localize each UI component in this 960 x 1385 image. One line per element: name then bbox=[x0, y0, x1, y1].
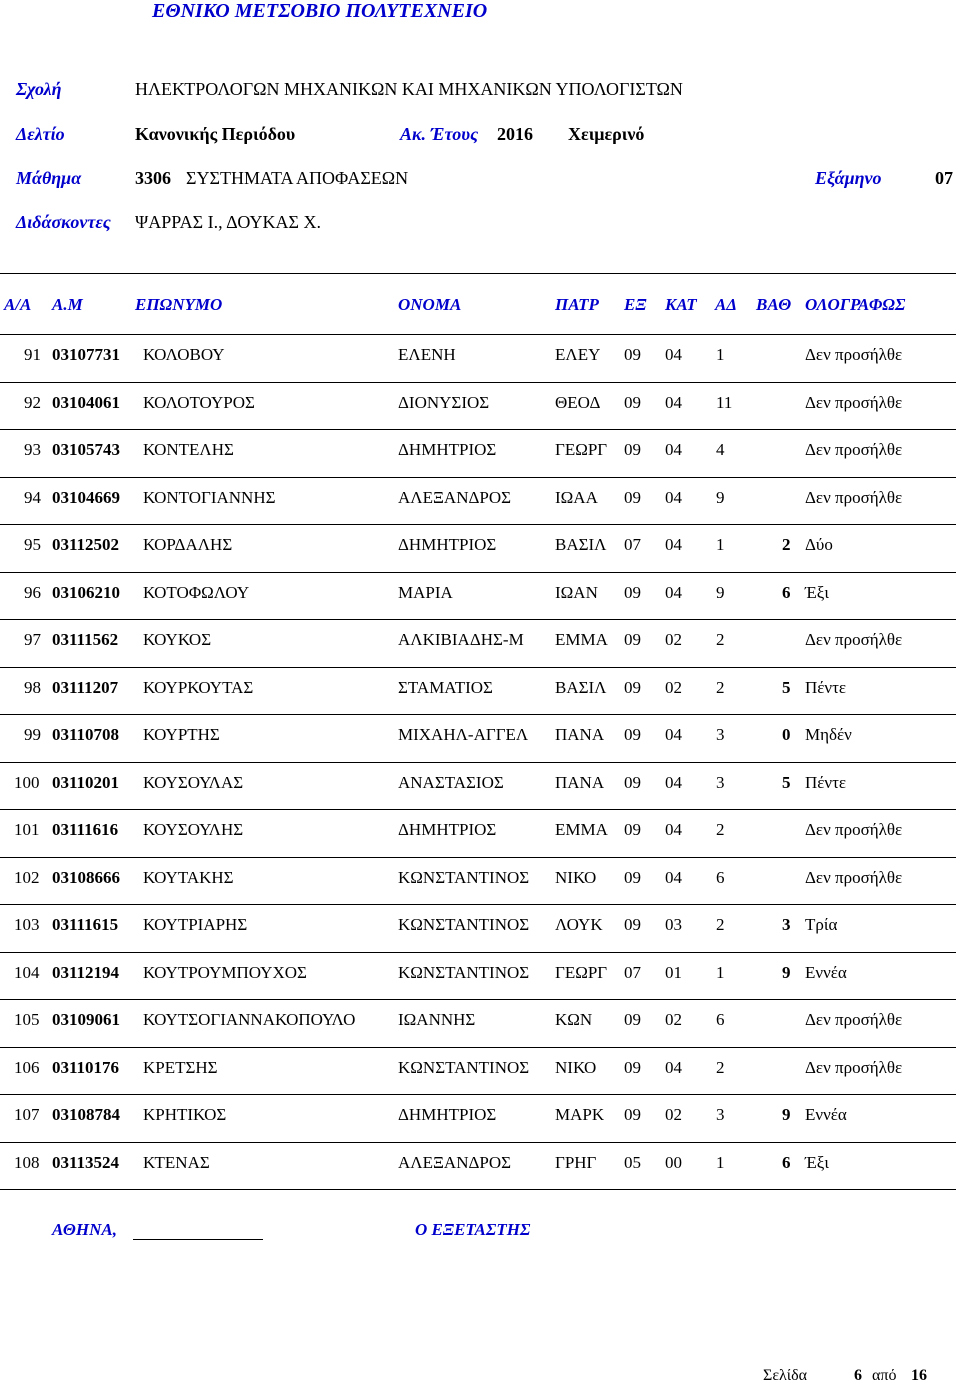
cell-name: ΚΩΝΣΤΑΝΤΙΝΟΣ bbox=[398, 1057, 530, 1077]
col-ex: ΕΞ bbox=[624, 295, 647, 314]
cell-surname: ΚΟΥΚΟΣ bbox=[143, 630, 212, 649]
table-row bbox=[0, 668, 956, 715]
cell-aa: 98 bbox=[24, 677, 41, 697]
table-row bbox=[0, 1048, 956, 1095]
cell-name: ΔΙΟΝΥΣΙΟΣ bbox=[398, 392, 490, 412]
cell-ad: 4 bbox=[716, 440, 725, 459]
cell-father: ΓΡΗΓ bbox=[555, 1152, 597, 1172]
report-label: Δελτίο bbox=[16, 124, 65, 144]
cell-ex: 09 bbox=[624, 772, 641, 792]
cell-ex: 07 bbox=[624, 535, 641, 554]
cell-grade-words: Τρία bbox=[805, 915, 838, 934]
cell-surname: ΚΟΛΟΒΟΥ bbox=[143, 345, 225, 364]
cell-ad: 1 bbox=[716, 1152, 725, 1172]
year-value: 2016 bbox=[497, 124, 533, 144]
cell-grade: 6 bbox=[782, 1152, 791, 1172]
cell-am: 03104061 bbox=[52, 392, 120, 412]
cell-surname: ΚΟΥΣΟΥΛΑΣ bbox=[143, 772, 244, 792]
year-label: Ακ. Έτους bbox=[400, 124, 479, 144]
cell-father: ΙΩΑΝ bbox=[555, 582, 598, 602]
cell-surname: ΚΟΥΤΡΟΥΜΠΟΥΧΟΣ bbox=[143, 962, 307, 982]
table-row bbox=[0, 335, 956, 382]
school-value: ΗΛΕΚΤΡΟΛΟΓΩΝ ΜΗΧΑΝΙΚΩΝ ΚΑΙ ΜΗΧΑΝΙΚΩΝ ΥΠΟΛΟΓΙΣΤΩΝ bbox=[135, 79, 683, 99]
cell-ad: 9 bbox=[716, 582, 725, 602]
page-total: 16 bbox=[911, 1367, 927, 1384]
school-label: Σχολή bbox=[16, 79, 62, 99]
cell-surname: ΚΟΥΡΤΗΣ bbox=[143, 725, 220, 744]
col-ad: ΑΔ bbox=[715, 295, 737, 314]
cell-father: ΙΩΑΑ bbox=[555, 487, 598, 507]
cell-aa: 101 bbox=[14, 820, 40, 839]
cell-aa: 104 bbox=[14, 962, 40, 982]
cell-aa: 107 bbox=[14, 1105, 40, 1124]
cell-aa: 99 bbox=[24, 725, 41, 744]
cell-ad: 3 bbox=[716, 772, 725, 792]
cell-ex: 05 bbox=[624, 1152, 641, 1172]
cell-kat: 04 bbox=[665, 582, 682, 602]
table-row bbox=[0, 1095, 956, 1142]
cell-aa: 108 bbox=[14, 1152, 40, 1172]
teachers-label: Διδάσκοντες bbox=[16, 212, 111, 232]
cell-ad: 3 bbox=[716, 725, 725, 744]
cell-kat: 04 bbox=[665, 535, 682, 554]
teachers-value: ΨΑΡΡΑΣ Ι., ΔΟΥΚΑΣ Χ. bbox=[135, 212, 321, 232]
cell-aa: 103 bbox=[14, 915, 40, 934]
cell-grade-words: Εννέα bbox=[805, 962, 847, 982]
cell-grade-words: Πέντε bbox=[805, 772, 847, 792]
cell-aa: 97 bbox=[24, 630, 41, 649]
cell-father: ΕΛΕΥ bbox=[555, 345, 601, 364]
cell-kat: 02 bbox=[665, 677, 682, 697]
cell-kat: 01 bbox=[665, 962, 682, 982]
cell-surname: ΚΡΗΤΙΚΟΣ bbox=[143, 1105, 227, 1124]
cell-am: 03106210 bbox=[52, 582, 120, 602]
table-row bbox=[0, 1143, 956, 1190]
cell-father: ΚΩΝ bbox=[555, 1010, 593, 1029]
cell-kat: 04 bbox=[665, 345, 682, 364]
cell-ad: 11 bbox=[716, 392, 733, 412]
col-father: ΠΑΤΡ bbox=[555, 295, 599, 314]
cell-kat: 04 bbox=[665, 392, 682, 412]
table-row bbox=[0, 525, 956, 572]
cell-am: 03109061 bbox=[52, 1010, 120, 1029]
cell-grade: 5 bbox=[782, 677, 791, 697]
cell-am: 03113524 bbox=[52, 1152, 120, 1172]
course-code: 3306 bbox=[135, 168, 171, 188]
cell-father: ΓΕΩΡΓ bbox=[555, 440, 608, 459]
cell-grade-words: Δεν προσήλθε bbox=[805, 392, 903, 412]
cell-ex: 09 bbox=[624, 1010, 641, 1029]
cell-surname: ΚΟΥΣΟΥΛΗΣ bbox=[143, 820, 244, 839]
cell-aa: 100 bbox=[14, 772, 40, 792]
cell-aa: 93 bbox=[24, 440, 41, 459]
cell-am: 03105743 bbox=[52, 440, 120, 459]
cell-grade-words: Δεν προσήλθε bbox=[805, 1057, 903, 1077]
cell-aa: 106 bbox=[14, 1057, 40, 1077]
cell-ex: 09 bbox=[624, 820, 641, 839]
cell-name: ΚΩΝΣΤΑΝΤΙΝΟΣ bbox=[398, 867, 530, 887]
col-name: ΟΝΟΜΑ bbox=[398, 295, 462, 314]
cell-father: ΠΑΝΑ bbox=[555, 772, 605, 792]
cell-ad: 1 bbox=[716, 345, 725, 364]
cell-father: ΛΟΥΚ bbox=[555, 915, 603, 934]
cell-name: ΑΛΕΞΑΝΔΡΟΣ bbox=[398, 487, 512, 507]
cell-ex: 09 bbox=[624, 392, 641, 412]
table-row bbox=[0, 858, 956, 905]
footer-city: ΑΘΗΝΑ, bbox=[52, 1220, 117, 1239]
cell-kat: 03 bbox=[665, 915, 682, 934]
cell-surname: ΚΤΕΝΑΣ bbox=[143, 1152, 210, 1172]
cell-kat: 04 bbox=[665, 820, 682, 839]
col-surname: ΕΠΩΝΥΜΟ bbox=[135, 295, 223, 314]
cell-grade-words: Δεν προσήλθε bbox=[805, 345, 903, 364]
cell-ex: 09 bbox=[624, 440, 641, 459]
course-label: Μάθημα bbox=[16, 168, 82, 188]
cell-grade-words: Έξι bbox=[805, 582, 829, 602]
cell-am: 03111562 bbox=[52, 630, 119, 649]
cell-grade: 2 bbox=[782, 535, 791, 554]
cell-ad: 1 bbox=[716, 962, 725, 982]
cell-kat: 00 bbox=[665, 1152, 682, 1172]
cell-aa: 91 bbox=[24, 345, 41, 364]
cell-am: 03112194 bbox=[52, 962, 120, 982]
cell-am: 03108666 bbox=[52, 867, 120, 887]
table-row bbox=[0, 1000, 956, 1047]
cell-father: ΝΙΚΟ bbox=[555, 867, 597, 887]
cell-am: 03112502 bbox=[52, 535, 120, 554]
cell-aa: 92 bbox=[24, 392, 41, 412]
cell-ex: 09 bbox=[624, 582, 641, 602]
cell-ad: 6 bbox=[716, 1010, 725, 1029]
table-row bbox=[0, 715, 956, 762]
cell-kat: 02 bbox=[665, 1010, 682, 1029]
cell-name: ΜΙΧΑΗΛ-ΑΓΓΕΛ bbox=[398, 725, 529, 744]
cell-ex: 09 bbox=[624, 915, 641, 934]
col-am: Α.Μ bbox=[52, 295, 83, 314]
semester-label: Εξάμηνο bbox=[815, 168, 882, 188]
cell-kat: 04 bbox=[665, 772, 682, 792]
cell-father: ΒΑΣΙΛ bbox=[555, 677, 607, 697]
cell-name: ΔΗΜΗΤΡΙΟΣ bbox=[398, 535, 497, 554]
cell-father: ΠΑΝΑ bbox=[555, 725, 605, 744]
cell-ex: 09 bbox=[624, 1105, 641, 1124]
cell-grade-words: Πέντε bbox=[805, 677, 847, 697]
report-value: Κανονικής Περιόδου bbox=[135, 124, 296, 144]
page-current: 6 bbox=[854, 1367, 862, 1384]
cell-aa: 105 bbox=[14, 1010, 40, 1029]
row-divider bbox=[0, 1189, 956, 1190]
cell-grade-words: Δύο bbox=[805, 535, 833, 554]
col-aa: Α/Α bbox=[4, 295, 32, 314]
cell-grade-words: Δεν προσήλθε bbox=[805, 487, 903, 507]
cell-grade-words: Έξι bbox=[805, 1152, 829, 1172]
cell-grade: 9 bbox=[782, 962, 791, 982]
cell-grade-words: Δεν προσήλθε bbox=[805, 630, 903, 649]
cell-am: 03104669 bbox=[52, 487, 120, 507]
cell-name: ΚΩΝΣΤΑΝΤΙΝΟΣ bbox=[398, 915, 530, 934]
cell-am: 03107731 bbox=[52, 345, 120, 364]
cell-aa: 95 bbox=[24, 535, 41, 554]
cell-ex: 09 bbox=[624, 867, 641, 887]
cell-name: ΚΩΝΣΤΑΝΤΙΝΟΣ bbox=[398, 962, 530, 982]
table-row bbox=[0, 763, 956, 810]
cell-ex: 07 bbox=[624, 962, 641, 982]
cell-surname: ΚΟΝΤΕΛΗΣ bbox=[143, 440, 234, 459]
table-row bbox=[0, 430, 956, 477]
table-row bbox=[0, 478, 956, 525]
col-grade: ΒΑΘ bbox=[756, 295, 792, 314]
col-kat: ΚΑΤ bbox=[665, 295, 697, 314]
header-divider bbox=[0, 273, 956, 274]
cell-surname: ΚΟΥΡΚΟΥΤΑΣ bbox=[143, 677, 254, 697]
cell-kat: 04 bbox=[665, 725, 682, 744]
cell-ex: 09 bbox=[624, 1057, 641, 1077]
cell-name: ΣΤΑΜΑΤΙΟΣ bbox=[398, 677, 493, 697]
cell-aa: 94 bbox=[24, 487, 41, 507]
table-row bbox=[0, 810, 956, 857]
cell-name: ΔΗΜΗΤΡΙΟΣ bbox=[398, 1105, 497, 1124]
cell-ad: 2 bbox=[716, 915, 725, 934]
cell-name: ΔΗΜΗΤΡΙΟΣ bbox=[398, 440, 497, 459]
cell-ex: 09 bbox=[624, 345, 641, 364]
cell-grade: 5 bbox=[782, 772, 791, 792]
cell-father: ΝΙΚΟ bbox=[555, 1057, 597, 1077]
table-row bbox=[0, 573, 956, 620]
cell-name: ΑΝΑΣΤΑΣΙΟΣ bbox=[398, 772, 504, 792]
cell-am: 03110176 bbox=[52, 1057, 120, 1077]
cell-kat: 02 bbox=[665, 1105, 682, 1124]
cell-ad: 6 bbox=[716, 867, 725, 887]
season-value: Χειμερινό bbox=[568, 124, 645, 144]
cell-grade: 0 bbox=[782, 725, 791, 744]
cell-surname: ΚΟΛΟΤΟΥΡΟΣ bbox=[143, 392, 255, 412]
page-label: Σελίδα bbox=[763, 1367, 808, 1384]
page-of: από bbox=[872, 1367, 897, 1384]
cell-name: ΕΛΕΝΗ bbox=[398, 345, 456, 364]
cell-grade-words: Εννέα bbox=[805, 1105, 847, 1124]
cell-am: 03111207 bbox=[52, 677, 119, 697]
cell-ad: 2 bbox=[716, 630, 725, 649]
cell-name: ΔΗΜΗΤΡΙΟΣ bbox=[398, 820, 497, 839]
cell-name: ΑΛΕΞΑΝΔΡΟΣ bbox=[398, 1152, 512, 1172]
cell-ad: 2 bbox=[716, 1057, 725, 1077]
cell-aa: 102 bbox=[14, 867, 40, 887]
cell-am: 03110708 bbox=[52, 725, 120, 744]
cell-ex: 09 bbox=[624, 630, 641, 649]
cell-surname: ΚΟΥΤΣΟΓΙΑΝΝΑΚΟΠΟΥΛΟ bbox=[143, 1010, 356, 1029]
cell-ad: 3 bbox=[716, 1105, 725, 1124]
table-row bbox=[0, 383, 956, 430]
cell-surname: ΚΟΥΤΑΚΗΣ bbox=[143, 867, 234, 887]
col-grade-words: ΟΛΟΓΡΑΦΩΣ bbox=[805, 295, 906, 314]
cell-kat: 04 bbox=[665, 1057, 682, 1077]
cell-father: ΓΕΩΡΓ bbox=[555, 962, 608, 982]
cell-father: ΜΑΡΚ bbox=[555, 1105, 605, 1124]
cell-surname: ΚΡΕΤΣΗΣ bbox=[143, 1057, 218, 1077]
cell-father: ΕΜΜΑ bbox=[555, 630, 608, 649]
cell-grade-words: Δεν προσήλθε bbox=[805, 820, 903, 839]
cell-father: ΒΑΣΙΛ bbox=[555, 535, 607, 554]
signature-line bbox=[133, 1239, 263, 1240]
cell-surname: ΚΟΥΤΡΙΑΡΗΣ bbox=[143, 915, 248, 934]
cell-ex: 09 bbox=[624, 725, 641, 744]
cell-aa: 96 bbox=[24, 582, 41, 602]
cell-am: 03111616 bbox=[52, 820, 119, 839]
course-name: ΣΥΣΤΗΜΑΤΑ ΑΠΟΦΑΣΕΩΝ bbox=[186, 168, 409, 188]
cell-am: 03108784 bbox=[52, 1105, 120, 1124]
cell-grade-words: Δεν προσήλθε bbox=[805, 1010, 903, 1029]
table-row bbox=[0, 905, 956, 952]
cell-surname: ΚΟΝΤΟΓΙΑΝΝΗΣ bbox=[143, 487, 276, 507]
institution-title: ΕΘΝΙΚΟ ΜΕΤΣΟΒΙΟ ΠΟΛΥΤΕΧΝΕΙΟ bbox=[152, 0, 488, 22]
cell-grade: 3 bbox=[782, 915, 791, 934]
cell-kat: 04 bbox=[665, 487, 682, 507]
cell-ad: 1 bbox=[716, 535, 725, 554]
table-row bbox=[0, 620, 956, 667]
cell-surname: ΚΟΡΔΑΛΗΣ bbox=[143, 535, 233, 554]
cell-ad: 9 bbox=[716, 487, 725, 507]
cell-ex: 09 bbox=[624, 677, 641, 697]
cell-surname: ΚΟΤΟΦΩΛΟΥ bbox=[143, 582, 250, 602]
table-row bbox=[0, 953, 956, 1000]
cell-ad: 2 bbox=[716, 820, 725, 839]
footer-examiner: Ο ΕΞΕΤΑΣΤΗΣ bbox=[415, 1220, 531, 1239]
cell-kat: 04 bbox=[665, 867, 682, 887]
cell-grade: 6 bbox=[782, 582, 791, 602]
cell-ex: 09 bbox=[624, 487, 641, 507]
cell-am: 03111615 bbox=[52, 915, 119, 934]
cell-grade-words: Δεν προσήλθε bbox=[805, 440, 903, 459]
cell-kat: 04 bbox=[665, 440, 682, 459]
cell-grade: 9 bbox=[782, 1105, 791, 1124]
cell-grade-words: Δεν προσήλθε bbox=[805, 867, 903, 887]
cell-name: ΑΛΚΙΒΙΑΔΗΣ-Μ bbox=[398, 630, 524, 649]
cell-father: ΕΜΜΑ bbox=[555, 820, 608, 839]
cell-name: ΜΑΡΙΑ bbox=[398, 582, 453, 602]
cell-ad: 2 bbox=[716, 677, 725, 697]
cell-father: ΘΕΟΔ bbox=[555, 392, 601, 412]
semester-value: 07 bbox=[935, 168, 953, 188]
cell-grade-words: Μηδέν bbox=[805, 725, 852, 744]
cell-name: ΙΩΑΝΝΗΣ bbox=[398, 1010, 476, 1029]
cell-am: 03110201 bbox=[52, 772, 120, 792]
cell-kat: 02 bbox=[665, 630, 682, 649]
